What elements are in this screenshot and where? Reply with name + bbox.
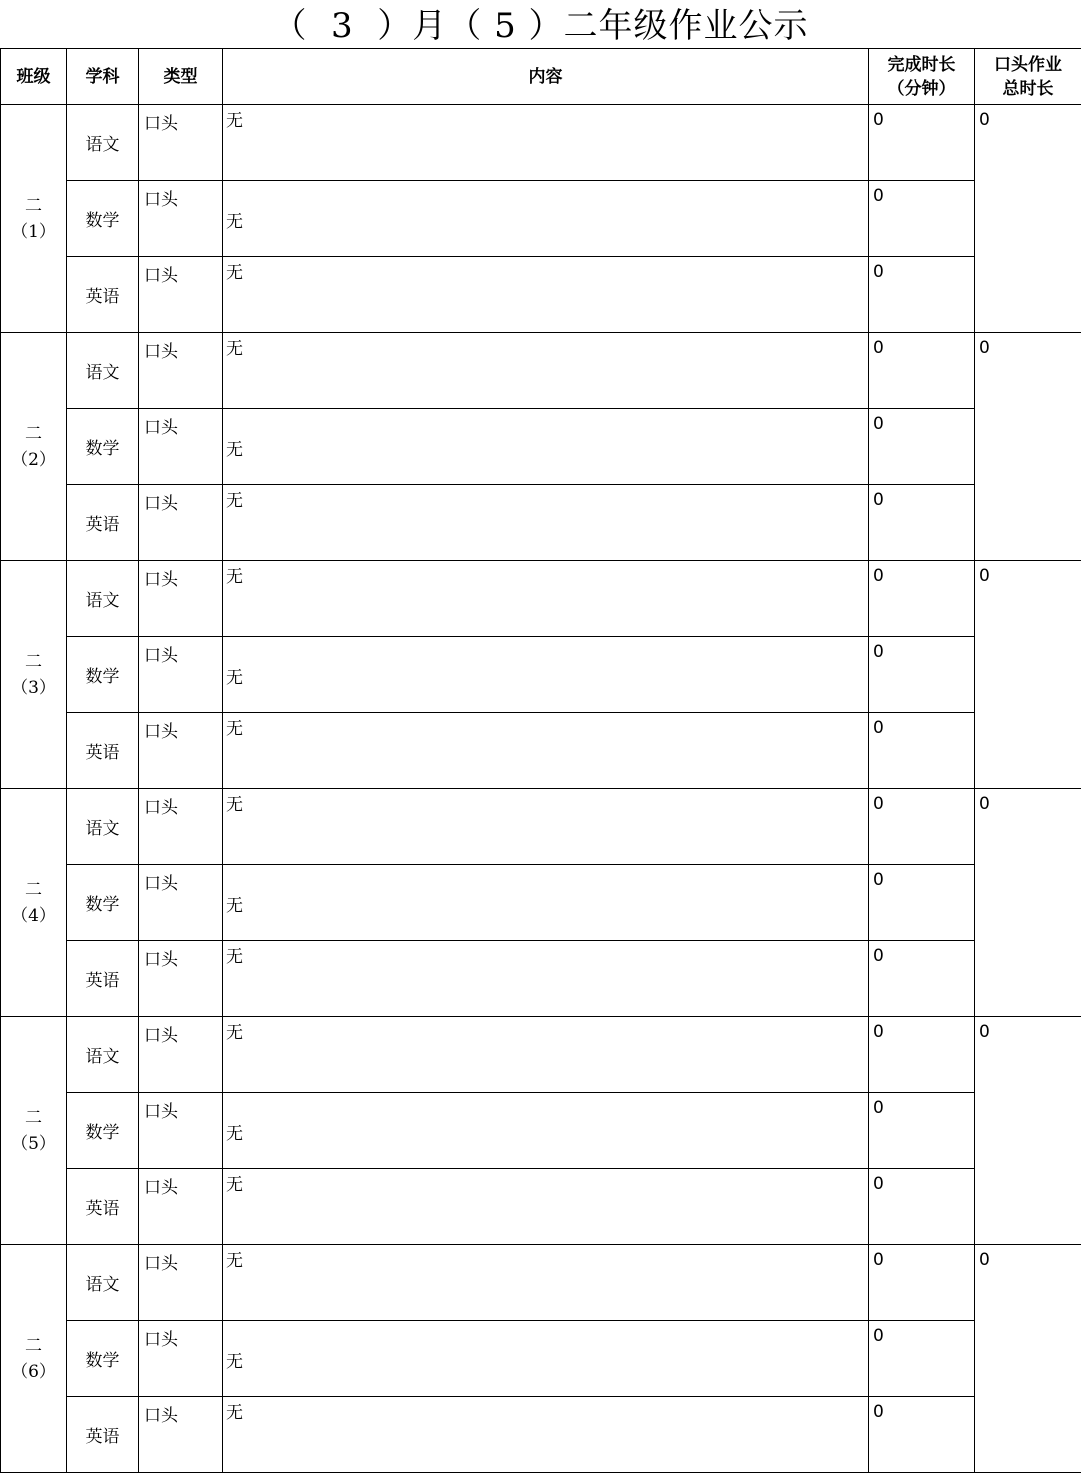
class-grade: 二: [25, 195, 42, 216]
duration-cell: 0: [869, 333, 975, 409]
class-number: （1）: [11, 221, 56, 242]
class-cell: [1, 1017, 67, 1245]
content-cell: 无: [223, 713, 869, 789]
oral-total-cell: 0: [975, 333, 1081, 561]
class-cell: [1, 105, 67, 333]
oral-total-cell: 0: [975, 105, 1081, 333]
subject-cell: 英语: [67, 485, 139, 561]
type-cell: 口头: [139, 333, 223, 409]
page-title: （ 3 ）月（ 5 ）二年级作业公示: [272, 6, 809, 46]
subject-cell: 英语: [67, 257, 139, 333]
subject-cell: 语文: [67, 1017, 139, 1093]
class-cell: [1, 1245, 67, 1473]
header-oral-total-line1: 口头作业: [994, 54, 1062, 75]
duration-cell: 0: [869, 865, 975, 941]
type-cell: 口头: [139, 257, 223, 333]
subject-cell: 语文: [67, 333, 139, 409]
table-row: [1, 1169, 1081, 1245]
table-row: [1, 1321, 1081, 1397]
content-cell: 无: [223, 1397, 869, 1473]
duration-cell: 0: [869, 1093, 975, 1169]
type-cell: 口头: [139, 1321, 223, 1397]
table-row: [1, 713, 1081, 789]
type-cell: 口头: [139, 713, 223, 789]
table-row: [1, 257, 1081, 333]
class-grade: 二: [25, 1335, 42, 1356]
type-cell: 口头: [139, 1397, 223, 1473]
type-cell: 口头: [139, 941, 223, 1017]
subject-cell: 数学: [67, 409, 139, 485]
type-cell: 口头: [139, 409, 223, 485]
type-cell: 口头: [139, 1093, 223, 1169]
duration-cell: 0: [869, 941, 975, 1017]
duration-cell: 0: [869, 257, 975, 333]
table-row: [1, 1017, 1081, 1093]
content-cell: 无: [223, 865, 869, 941]
duration-cell: 0: [869, 1245, 975, 1321]
oral-total-cell: 0: [975, 1245, 1081, 1473]
duration-cell: 0: [869, 637, 975, 713]
duration-cell: 0: [869, 409, 975, 485]
oral-total-cell: 0: [975, 789, 1081, 1017]
subject-cell: 数学: [67, 637, 139, 713]
oral-total-cell: 0: [975, 1017, 1081, 1245]
class-cell: [1, 561, 67, 789]
type-cell: 口头: [139, 1169, 223, 1245]
content-cell: 无: [223, 941, 869, 1017]
content-cell: 无: [223, 333, 869, 409]
table-row: [1, 865, 1081, 941]
content-cell: 无: [223, 637, 869, 713]
duration-cell: 0: [869, 181, 975, 257]
subject-cell: 数学: [67, 1321, 139, 1397]
table-row: [1, 333, 1081, 409]
class-cell: [1, 789, 67, 1017]
header-class: 班级: [1, 49, 67, 105]
subject-cell: 英语: [67, 1397, 139, 1473]
header-duration: [869, 49, 975, 105]
content-cell: 无: [223, 1017, 869, 1093]
class-number: （3）: [11, 677, 56, 698]
header-duration-line2: （分钟）: [887, 78, 956, 99]
class-grade: 二: [25, 651, 42, 672]
type-cell: 口头: [139, 105, 223, 181]
subject-cell: 语文: [67, 105, 139, 181]
content-cell: 无: [223, 1093, 869, 1169]
table-row: [1, 1093, 1081, 1169]
duration-cell: 0: [869, 1321, 975, 1397]
table-row: [1, 1245, 1081, 1321]
class-number: （5）: [11, 1133, 56, 1154]
content-cell: 无: [223, 181, 869, 257]
header-row: [1, 49, 1081, 105]
class-grade: 二: [25, 423, 42, 444]
type-cell: 口头: [139, 561, 223, 637]
class-grade: 二: [25, 1107, 42, 1128]
type-cell: 口头: [139, 637, 223, 713]
content-cell: 无: [223, 789, 869, 865]
subject-cell: 数学: [67, 1093, 139, 1169]
header-oral-total-line2: 总时长: [1002, 78, 1054, 99]
header-content: 内容: [223, 49, 869, 105]
table-row: [1, 561, 1081, 637]
table-row: [1, 637, 1081, 713]
subject-cell: 英语: [67, 941, 139, 1017]
content-cell: 无: [223, 409, 869, 485]
table-row: [1, 1397, 1081, 1473]
subject-cell: 数学: [67, 181, 139, 257]
header-type: 类型: [139, 49, 223, 105]
content-cell: 无: [223, 105, 869, 181]
table-row: [1, 409, 1081, 485]
subject-cell: 数学: [67, 865, 139, 941]
subject-cell: 英语: [67, 713, 139, 789]
header-subject: 学科: [67, 49, 139, 105]
table-row: [1, 485, 1081, 561]
table-row: [1, 789, 1081, 865]
class-number: （2）: [11, 449, 56, 470]
subject-cell: 语文: [67, 789, 139, 865]
type-cell: 口头: [139, 1245, 223, 1321]
subject-cell: 语文: [67, 561, 139, 637]
content-cell: 无: [223, 257, 869, 333]
header-oral-total: [975, 49, 1081, 105]
type-cell: 口头: [139, 865, 223, 941]
type-cell: 口头: [139, 181, 223, 257]
type-cell: 口头: [139, 485, 223, 561]
homework-table: [0, 48, 1081, 1473]
duration-cell: 0: [869, 105, 975, 181]
type-cell: 口头: [139, 1017, 223, 1093]
class-number: （4）: [11, 905, 56, 926]
duration-cell: 0: [869, 789, 975, 865]
table-row: [1, 181, 1081, 257]
content-cell: 无: [223, 1169, 869, 1245]
duration-cell: 0: [869, 713, 975, 789]
class-number: （6）: [11, 1361, 56, 1382]
duration-cell: 0: [869, 1169, 975, 1245]
type-cell: 口头: [139, 789, 223, 865]
duration-cell: 0: [869, 561, 975, 637]
class-cell: [1, 333, 67, 561]
content-cell: 无: [223, 561, 869, 637]
content-cell: 无: [223, 1321, 869, 1397]
header-duration-line1: 完成时长: [887, 54, 956, 75]
oral-total-cell: 0: [975, 561, 1081, 789]
duration-cell: 0: [869, 485, 975, 561]
duration-cell: 0: [869, 1397, 975, 1473]
table-row: [1, 105, 1081, 181]
content-cell: 无: [223, 1245, 869, 1321]
class-grade: 二: [25, 879, 42, 900]
table-body: [1, 105, 1081, 1473]
subject-cell: 英语: [67, 1169, 139, 1245]
content-cell: 无: [223, 485, 869, 561]
subject-cell: 语文: [67, 1245, 139, 1321]
table-row: [1, 941, 1081, 1017]
duration-cell: 0: [869, 1017, 975, 1093]
